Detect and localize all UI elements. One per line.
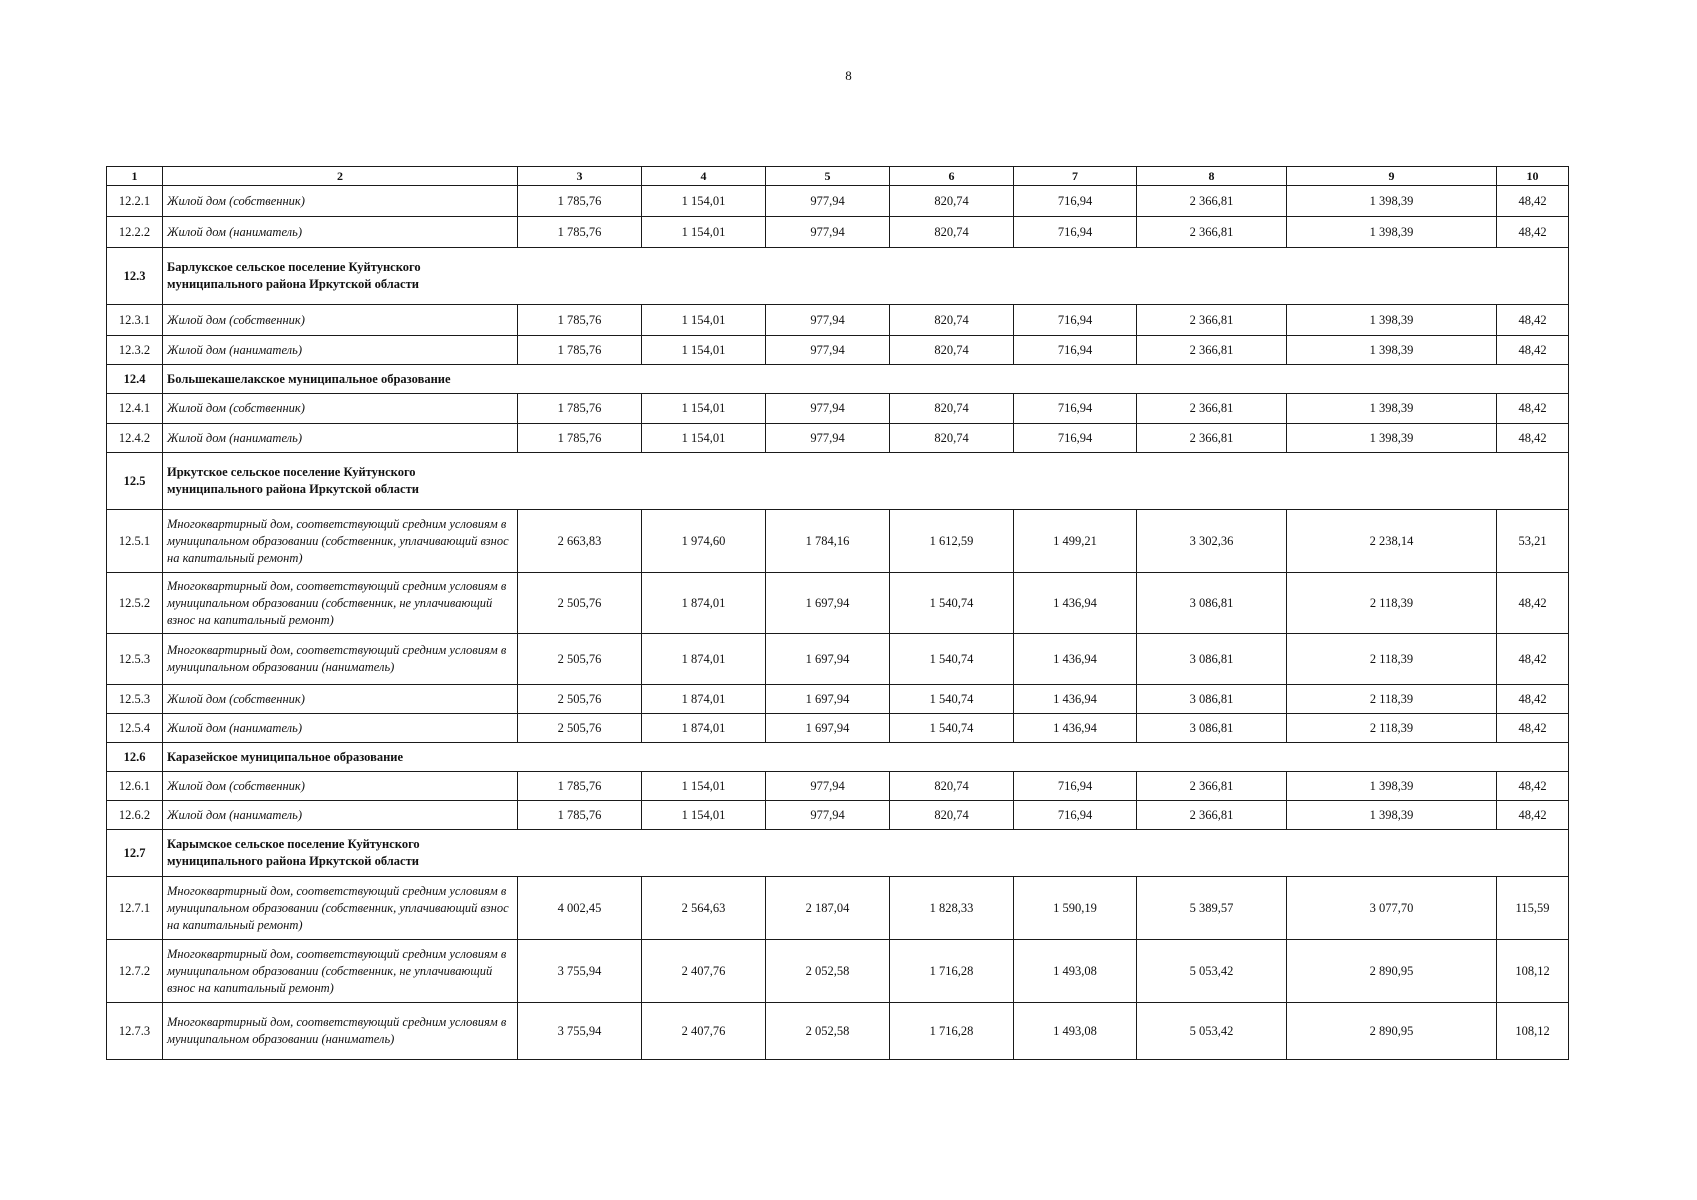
value-cell: 1 590,19 bbox=[1014, 877, 1137, 940]
value-cell: 716,94 bbox=[1014, 801, 1137, 830]
value-cell: 115,59 bbox=[1497, 877, 1569, 940]
value-cell: 2 890,95 bbox=[1287, 1003, 1497, 1060]
value-cell: 716,94 bbox=[1014, 336, 1137, 365]
row-description: Жилой дом (собственник) bbox=[163, 305, 518, 336]
value-cell: 3 077,70 bbox=[1287, 877, 1497, 940]
value-cell: 1 785,76 bbox=[518, 801, 642, 830]
table-row bbox=[107, 424, 1569, 453]
value-cell: 977,94 bbox=[766, 217, 890, 248]
value-cell: 1 398,39 bbox=[1287, 186, 1497, 217]
value-cell: 2 505,76 bbox=[518, 573, 642, 634]
value-cell: 3 086,81 bbox=[1137, 714, 1287, 743]
value-cell: 1 436,94 bbox=[1014, 634, 1137, 685]
value-cell: 5 053,42 bbox=[1137, 940, 1287, 1003]
row-description: Жилой дом (наниматель) bbox=[163, 217, 518, 248]
value-cell: 3 755,94 bbox=[518, 1003, 642, 1060]
row-description: Жилой дом (наниматель) bbox=[163, 714, 518, 743]
value-cell: 716,94 bbox=[1014, 217, 1137, 248]
table-row bbox=[107, 510, 1569, 573]
section-row bbox=[107, 248, 1569, 305]
value-cell: 1 874,01 bbox=[642, 685, 766, 714]
value-cell: 5 053,42 bbox=[1137, 1003, 1287, 1060]
row-description: Жилой дом (собственник) bbox=[163, 394, 518, 424]
value-cell: 3 086,81 bbox=[1137, 634, 1287, 685]
value-cell: 1 154,01 bbox=[642, 801, 766, 830]
value-cell: 2 663,83 bbox=[518, 510, 642, 573]
value-cell: 2 366,81 bbox=[1137, 305, 1287, 336]
column-header: 6 bbox=[890, 167, 1014, 186]
value-cell: 1 612,59 bbox=[890, 510, 1014, 573]
row-number: 12.4.1 bbox=[107, 394, 163, 424]
value-cell: 1 154,01 bbox=[642, 186, 766, 217]
value-cell: 820,74 bbox=[890, 336, 1014, 365]
value-cell: 977,94 bbox=[766, 424, 890, 453]
value-cell: 820,74 bbox=[890, 772, 1014, 801]
value-cell: 1 874,01 bbox=[642, 634, 766, 685]
value-cell: 1 154,01 bbox=[642, 772, 766, 801]
value-cell: 48,42 bbox=[1497, 714, 1569, 743]
value-cell: 2 505,76 bbox=[518, 685, 642, 714]
row-description: Многоквартирный дом, соответствующий средним условиям в муниципальном образовании (собственник, не уплачивающий взнос на капитальный ремонт) bbox=[163, 573, 518, 634]
value-cell: 1 540,74 bbox=[890, 634, 1014, 685]
value-cell: 1 697,94 bbox=[766, 634, 890, 685]
table-row bbox=[107, 217, 1569, 248]
row-number: 12.6.2 bbox=[107, 801, 163, 830]
value-cell: 48,42 bbox=[1497, 336, 1569, 365]
value-cell: 716,94 bbox=[1014, 305, 1137, 336]
tariff-table bbox=[106, 166, 1569, 1060]
value-cell: 2 238,14 bbox=[1287, 510, 1497, 573]
row-number: 12.5.2 bbox=[107, 573, 163, 634]
value-cell: 716,94 bbox=[1014, 772, 1137, 801]
value-cell: 977,94 bbox=[766, 305, 890, 336]
value-cell: 1 154,01 bbox=[642, 394, 766, 424]
value-cell: 1 785,76 bbox=[518, 305, 642, 336]
value-cell: 2 187,04 bbox=[766, 877, 890, 940]
value-cell: 820,74 bbox=[890, 305, 1014, 336]
value-cell: 48,42 bbox=[1497, 305, 1569, 336]
value-cell: 1 398,39 bbox=[1287, 394, 1497, 424]
table-row bbox=[107, 877, 1569, 940]
value-cell: 2 505,76 bbox=[518, 634, 642, 685]
row-number: 12.3.2 bbox=[107, 336, 163, 365]
row-number: 12.2.1 bbox=[107, 186, 163, 217]
table-row bbox=[107, 186, 1569, 217]
value-cell: 1 785,76 bbox=[518, 424, 642, 453]
value-cell: 1 697,94 bbox=[766, 685, 890, 714]
value-cell: 2 505,76 bbox=[518, 714, 642, 743]
value-cell: 3 302,36 bbox=[1137, 510, 1287, 573]
table-row bbox=[107, 714, 1569, 743]
value-cell: 1 716,28 bbox=[890, 1003, 1014, 1060]
value-cell: 2 407,76 bbox=[642, 1003, 766, 1060]
value-cell: 2 366,81 bbox=[1137, 217, 1287, 248]
value-cell: 1 716,28 bbox=[890, 940, 1014, 1003]
value-cell: 977,94 bbox=[766, 186, 890, 217]
value-cell: 3 755,94 bbox=[518, 940, 642, 1003]
section-title: Большекашелакское муниципальное образование bbox=[163, 365, 1569, 394]
value-cell: 1 785,76 bbox=[518, 394, 642, 424]
value-cell: 48,42 bbox=[1497, 801, 1569, 830]
value-cell: 48,42 bbox=[1497, 573, 1569, 634]
row-description: Многоквартирный дом, соответствующий средним условиям в муниципальном образовании (наниматель) bbox=[163, 634, 518, 685]
row-number: 12.7.3 bbox=[107, 1003, 163, 1060]
row-description: Жилой дом (собственник) bbox=[163, 186, 518, 217]
value-cell: 820,74 bbox=[890, 217, 1014, 248]
value-cell: 1 874,01 bbox=[642, 573, 766, 634]
row-number: 12.5.3 bbox=[107, 634, 163, 685]
section-number: 12.7 bbox=[107, 830, 163, 877]
value-cell: 48,42 bbox=[1497, 634, 1569, 685]
table-row bbox=[107, 394, 1569, 424]
table-row bbox=[107, 336, 1569, 365]
table-row bbox=[107, 305, 1569, 336]
row-number: 12.6.1 bbox=[107, 772, 163, 801]
row-number: 12.7.1 bbox=[107, 877, 163, 940]
value-cell: 820,74 bbox=[890, 394, 1014, 424]
table-row bbox=[107, 801, 1569, 830]
value-cell: 5 389,57 bbox=[1137, 877, 1287, 940]
column-header: 3 bbox=[518, 167, 642, 186]
value-cell: 1 154,01 bbox=[642, 305, 766, 336]
value-cell: 1 436,94 bbox=[1014, 573, 1137, 634]
section-number: 12.3 bbox=[107, 248, 163, 305]
value-cell: 48,42 bbox=[1497, 186, 1569, 217]
section-title: Каразейское муниципальное образование bbox=[163, 743, 1569, 772]
value-cell: 48,42 bbox=[1497, 394, 1569, 424]
value-cell: 2 366,81 bbox=[1137, 394, 1287, 424]
column-header: 7 bbox=[1014, 167, 1137, 186]
value-cell: 1 540,74 bbox=[890, 714, 1014, 743]
value-cell: 1 540,74 bbox=[890, 685, 1014, 714]
value-cell: 1 697,94 bbox=[766, 573, 890, 634]
row-description: Жилой дом (собственник) bbox=[163, 685, 518, 714]
value-cell: 108,12 bbox=[1497, 940, 1569, 1003]
value-cell: 2 052,58 bbox=[766, 940, 890, 1003]
value-cell: 1 697,94 bbox=[766, 714, 890, 743]
value-cell: 2 366,81 bbox=[1137, 772, 1287, 801]
value-cell: 1 154,01 bbox=[642, 424, 766, 453]
section-row bbox=[107, 453, 1569, 510]
value-cell: 48,42 bbox=[1497, 424, 1569, 453]
row-number: 12.5.4 bbox=[107, 714, 163, 743]
value-cell: 1 499,21 bbox=[1014, 510, 1137, 573]
table-row bbox=[107, 573, 1569, 634]
value-cell: 2 366,81 bbox=[1137, 336, 1287, 365]
value-cell: 977,94 bbox=[766, 394, 890, 424]
value-cell: 2 564,63 bbox=[642, 877, 766, 940]
value-cell: 977,94 bbox=[766, 772, 890, 801]
value-cell: 1 785,76 bbox=[518, 217, 642, 248]
value-cell: 2 366,81 bbox=[1137, 186, 1287, 217]
row-description: Жилой дом (собственник) bbox=[163, 772, 518, 801]
value-cell: 716,94 bbox=[1014, 394, 1137, 424]
row-number: 12.2.2 bbox=[107, 217, 163, 248]
value-cell: 2 052,58 bbox=[766, 1003, 890, 1060]
value-cell: 1 436,94 bbox=[1014, 714, 1137, 743]
value-cell: 3 086,81 bbox=[1137, 685, 1287, 714]
row-number: 12.4.2 bbox=[107, 424, 163, 453]
row-description: Жилой дом (наниматель) bbox=[163, 801, 518, 830]
value-cell: 820,74 bbox=[890, 186, 1014, 217]
value-cell: 716,94 bbox=[1014, 424, 1137, 453]
value-cell: 2 366,81 bbox=[1137, 424, 1287, 453]
column-header: 5 bbox=[766, 167, 890, 186]
value-cell: 1 785,76 bbox=[518, 186, 642, 217]
value-cell: 108,12 bbox=[1497, 1003, 1569, 1060]
value-cell: 48,42 bbox=[1497, 772, 1569, 801]
column-header: 4 bbox=[642, 167, 766, 186]
value-cell: 2 118,39 bbox=[1287, 573, 1497, 634]
value-cell: 1 974,60 bbox=[642, 510, 766, 573]
value-cell: 977,94 bbox=[766, 336, 890, 365]
value-cell: 1 436,94 bbox=[1014, 685, 1137, 714]
row-number: 12.5.1 bbox=[107, 510, 163, 573]
value-cell: 1 493,08 bbox=[1014, 940, 1137, 1003]
value-cell: 2 890,95 bbox=[1287, 940, 1497, 1003]
column-header: 9 bbox=[1287, 167, 1497, 186]
section-row bbox=[107, 365, 1569, 394]
column-header: 1 bbox=[107, 167, 163, 186]
section-row bbox=[107, 743, 1569, 772]
value-cell: 1 398,39 bbox=[1287, 772, 1497, 801]
value-cell: 1 398,39 bbox=[1287, 801, 1497, 830]
value-cell: 1 828,33 bbox=[890, 877, 1014, 940]
row-number: 12.5.3 bbox=[107, 685, 163, 714]
value-cell: 820,74 bbox=[890, 801, 1014, 830]
table-row bbox=[107, 772, 1569, 801]
value-cell: 1 874,01 bbox=[642, 714, 766, 743]
value-cell: 3 086,81 bbox=[1137, 573, 1287, 634]
row-description: Многоквартирный дом, соответствующий средним условиям в муниципальном образовании (собственник, уплачивающий взнос на капитальный ремонт) bbox=[163, 510, 518, 573]
row-description: Жилой дом (наниматель) bbox=[163, 336, 518, 365]
value-cell: 716,94 bbox=[1014, 186, 1137, 217]
value-cell: 2 366,81 bbox=[1137, 801, 1287, 830]
value-cell: 977,94 bbox=[766, 801, 890, 830]
value-cell: 2 118,39 bbox=[1287, 685, 1497, 714]
table-row bbox=[107, 685, 1569, 714]
section-title: Иркутское сельское поселение Куйтунского муниципального района Иркутской области bbox=[163, 453, 1569, 510]
table-row bbox=[107, 634, 1569, 685]
value-cell: 1 784,16 bbox=[766, 510, 890, 573]
value-cell: 1 540,74 bbox=[890, 573, 1014, 634]
value-cell: 1 398,39 bbox=[1287, 336, 1497, 365]
section-title: Барлукское сельское поселение Куйтунского муниципального района Иркутской области bbox=[163, 248, 1569, 305]
column-header: 10 bbox=[1497, 167, 1569, 186]
value-cell: 1 398,39 bbox=[1287, 424, 1497, 453]
section-row bbox=[107, 830, 1569, 877]
row-description: Многоквартирный дом, соответствующий средним условиям в муниципальном образовании (собственник, уплачивающий взнос на капитальный ремонт) bbox=[163, 877, 518, 940]
value-cell: 1 154,01 bbox=[642, 336, 766, 365]
value-cell: 1 493,08 bbox=[1014, 1003, 1137, 1060]
value-cell: 1 398,39 bbox=[1287, 305, 1497, 336]
column-header: 8 bbox=[1137, 167, 1287, 186]
section-title: Карымское сельское поселение Куйтунского муниципального района Иркутской области bbox=[163, 830, 1569, 877]
value-cell: 2 407,76 bbox=[642, 940, 766, 1003]
column-header: 2 bbox=[163, 167, 518, 186]
value-cell: 1 785,76 bbox=[518, 772, 642, 801]
value-cell: 1 785,76 bbox=[518, 336, 642, 365]
header-row bbox=[107, 167, 1569, 186]
value-cell: 48,42 bbox=[1497, 217, 1569, 248]
row-number: 12.3.1 bbox=[107, 305, 163, 336]
row-description: Жилой дом (наниматель) bbox=[163, 424, 518, 453]
value-cell: 53,21 bbox=[1497, 510, 1569, 573]
table-row bbox=[107, 1003, 1569, 1060]
value-cell: 1 154,01 bbox=[642, 217, 766, 248]
row-description: Многоквартирный дом, соответствующий средним условиям в муниципальном образовании (собственник, не уплачивающий взнос на капитальный ремонт) bbox=[163, 940, 518, 1003]
value-cell: 820,74 bbox=[890, 424, 1014, 453]
section-number: 12.5 bbox=[107, 453, 163, 510]
value-cell: 4 002,45 bbox=[518, 877, 642, 940]
value-cell: 48,42 bbox=[1497, 685, 1569, 714]
section-number: 12.6 bbox=[107, 743, 163, 772]
value-cell: 1 398,39 bbox=[1287, 217, 1497, 248]
page-number: 8 bbox=[845, 68, 852, 83]
value-cell: 2 118,39 bbox=[1287, 634, 1497, 685]
table-row bbox=[107, 940, 1569, 1003]
value-cell: 2 118,39 bbox=[1287, 714, 1497, 743]
section-number: 12.4 bbox=[107, 365, 163, 394]
row-description: Многоквартирный дом, соответствующий средним условиям в муниципальном образовании (наниматель) bbox=[163, 1003, 518, 1060]
row-number: 12.7.2 bbox=[107, 940, 163, 1003]
